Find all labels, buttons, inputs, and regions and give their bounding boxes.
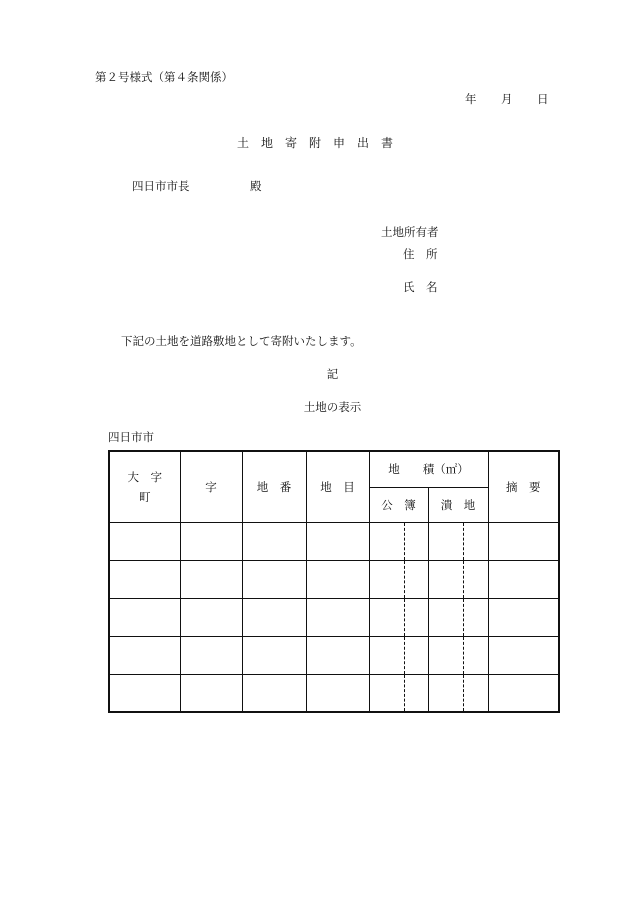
cell-chiban[interactable] bbox=[242, 636, 306, 674]
cell-remarks[interactable] bbox=[488, 560, 559, 598]
decimal-divider bbox=[463, 561, 464, 598]
date-month: 月 bbox=[501, 92, 513, 106]
header-chiban: 地 番 bbox=[242, 451, 306, 522]
statement: 下記の土地を道路敷地として寄附いたします。 bbox=[121, 334, 362, 348]
cell-aza[interactable] bbox=[180, 560, 242, 598]
cell-oaza[interactable] bbox=[109, 674, 180, 712]
cell-remarks[interactable] bbox=[488, 522, 559, 560]
decimal-divider bbox=[463, 637, 464, 674]
cell-survey-area[interactable] bbox=[428, 598, 488, 636]
table-row bbox=[109, 598, 559, 636]
cell-survey-area[interactable] bbox=[428, 560, 488, 598]
table-row bbox=[109, 560, 559, 598]
cell-official-area[interactable] bbox=[369, 560, 428, 598]
form-label: 第２号様式（第４条関係） bbox=[95, 70, 233, 84]
header-oaza-line2: 町 bbox=[139, 489, 151, 504]
cell-official-area[interactable] bbox=[369, 636, 428, 674]
cell-remarks[interactable] bbox=[488, 636, 559, 674]
header-area: 地 積（㎡） bbox=[369, 451, 488, 487]
applicant-name-label: 氏 名 bbox=[403, 280, 438, 294]
table-header-row bbox=[109, 451, 559, 487]
cell-official-area[interactable] bbox=[369, 674, 428, 712]
cell-chiban[interactable] bbox=[242, 598, 306, 636]
cell-chimoku[interactable] bbox=[306, 598, 369, 636]
decimal-divider bbox=[404, 599, 405, 636]
cell-chiban[interactable] bbox=[242, 674, 306, 712]
decimal-divider bbox=[463, 675, 464, 712]
header-survey: 潰 地 bbox=[428, 487, 488, 522]
cell-aza[interactable] bbox=[180, 636, 242, 674]
decimal-divider bbox=[404, 561, 405, 598]
cell-survey-area[interactable] bbox=[428, 674, 488, 712]
header-official: 公 簿 bbox=[369, 487, 428, 522]
addressee-name: 四日市市長 bbox=[132, 179, 190, 193]
cell-remarks[interactable] bbox=[488, 674, 559, 712]
table-body bbox=[109, 522, 559, 712]
document-title: 土 地 寄 附 申 出 書 bbox=[236, 136, 393, 150]
header-chimoku: 地 目 bbox=[306, 451, 369, 522]
cell-chimoku[interactable] bbox=[306, 560, 369, 598]
land-table bbox=[108, 450, 560, 713]
table-row bbox=[109, 674, 559, 712]
cell-survey-area[interactable] bbox=[428, 636, 488, 674]
date-day: 日 bbox=[537, 92, 549, 106]
cell-chimoku[interactable] bbox=[306, 636, 369, 674]
cell-aza[interactable] bbox=[180, 598, 242, 636]
cell-oaza[interactable] bbox=[109, 598, 180, 636]
table-caption: 土地の表示 bbox=[303, 400, 362, 414]
cell-survey-area[interactable] bbox=[428, 522, 488, 560]
date-year: 年 bbox=[465, 92, 477, 106]
header-remarks: 摘 要 bbox=[488, 451, 559, 522]
applicant-role: 土地所有者 bbox=[381, 225, 439, 239]
decimal-divider bbox=[404, 523, 405, 560]
addressee-honorific: 殿 bbox=[250, 179, 262, 193]
header-oaza-line1: 大 字 bbox=[127, 469, 162, 484]
cell-oaza[interactable] bbox=[109, 522, 180, 560]
decimal-divider bbox=[404, 637, 405, 674]
applicant-address-label: 住 所 bbox=[403, 247, 438, 261]
ki-label: 記 bbox=[326, 367, 339, 381]
cell-chimoku[interactable] bbox=[306, 522, 369, 560]
cell-chimoku[interactable] bbox=[306, 674, 369, 712]
decimal-divider bbox=[404, 675, 405, 712]
cell-remarks[interactable] bbox=[488, 598, 559, 636]
cell-official-area[interactable] bbox=[369, 522, 428, 560]
city-label: 四日市市 bbox=[108, 430, 154, 444]
table-row bbox=[109, 522, 559, 560]
cell-chiban[interactable] bbox=[242, 560, 306, 598]
decimal-divider bbox=[463, 599, 464, 636]
cell-chiban[interactable] bbox=[242, 522, 306, 560]
header-oaza bbox=[109, 451, 180, 522]
cell-official-area[interactable] bbox=[369, 598, 428, 636]
cell-aza[interactable] bbox=[180, 674, 242, 712]
cell-oaza[interactable] bbox=[109, 636, 180, 674]
header-aza: 字 bbox=[180, 451, 242, 522]
cell-aza[interactable] bbox=[180, 522, 242, 560]
decimal-divider bbox=[463, 523, 464, 560]
cell-oaza[interactable] bbox=[109, 560, 180, 598]
table-row bbox=[109, 636, 559, 674]
